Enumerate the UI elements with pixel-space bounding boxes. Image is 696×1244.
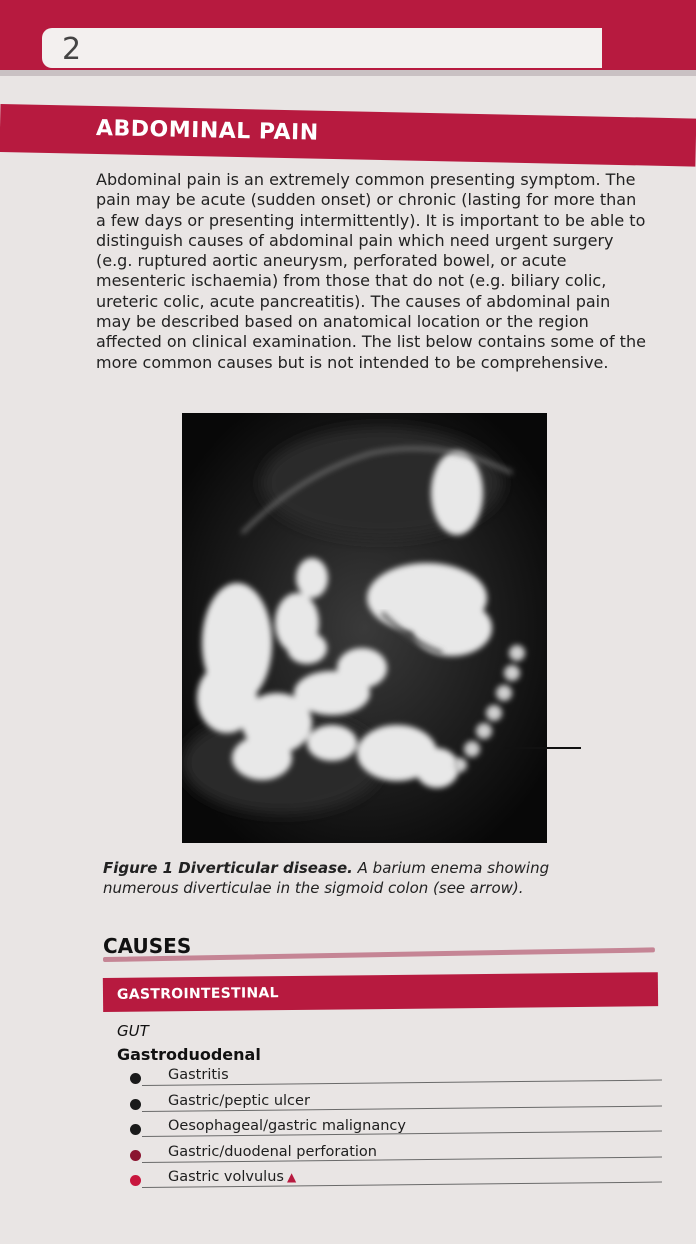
bullet-icon xyxy=(130,1099,141,1110)
cause-item xyxy=(127,1117,667,1143)
section-title: ABDOMINAL PAIN xyxy=(95,116,319,146)
cause-item xyxy=(127,1168,667,1194)
bullet-icon xyxy=(130,1073,141,1084)
cause-label: Gastric/duodenal perforation xyxy=(168,1143,377,1160)
cause-item xyxy=(127,1092,667,1118)
figure-caption-text: A barium enema showing numerous diverticulae in the sigmoid colon (see arrow). xyxy=(103,859,550,897)
group-label: GUT xyxy=(117,1022,149,1040)
bullet-icon xyxy=(130,1150,141,1161)
page-tab xyxy=(42,28,602,68)
cause-item xyxy=(127,1066,667,1092)
cause-label: Gastric/peptic ulcer xyxy=(168,1092,310,1109)
xray-figure xyxy=(182,413,547,843)
bullet-icon xyxy=(130,1124,141,1135)
page-number: 2 xyxy=(62,32,82,67)
cause-label: Gastritis xyxy=(168,1067,229,1083)
category-label: GASTROINTESTINAL xyxy=(116,985,279,1003)
cause-item xyxy=(127,1143,667,1169)
causes-heading: CAUSES xyxy=(103,934,192,958)
title-band xyxy=(0,104,696,167)
bullet-icon xyxy=(130,1175,141,1186)
figure-label: Figure 1 Diverticular disease. xyxy=(103,859,353,877)
figure-caption xyxy=(103,858,623,898)
figure-arrow xyxy=(505,747,581,749)
barium-enema-image xyxy=(182,413,547,843)
warning-triangle-icon: ▲ xyxy=(286,1170,297,1184)
intro-paragraph: Abdominal pain is an extremely common presenting symptom. The pain may be acute (sudden onset) or chronic (lasting for more than a few days or presenting intermittently). It is important to be able to distinguish causes of abdominal pain which need urgent surgery (e.g. ruptured aortic aneurysm, perforated bowel, or acute mesenteric ischaemia) from those that do not (e.g. biliary colic, ureteric colic, acute pancreatitis). The causes of abdominal pain may be described based on anatomical location or the region affected on clinical examination. The list below contains some of the more common causes but is not intended to be comprehensive. xyxy=(96,170,646,372)
subgroup-label: Gastroduodenal xyxy=(117,1045,261,1064)
cause-label: Oesophageal/gastric malignancy xyxy=(168,1118,406,1134)
category-band xyxy=(103,972,658,1012)
header-rule xyxy=(0,70,696,76)
causes-list xyxy=(127,1066,667,1194)
cause-label: Gastric volvulus ▲ xyxy=(168,1169,297,1185)
